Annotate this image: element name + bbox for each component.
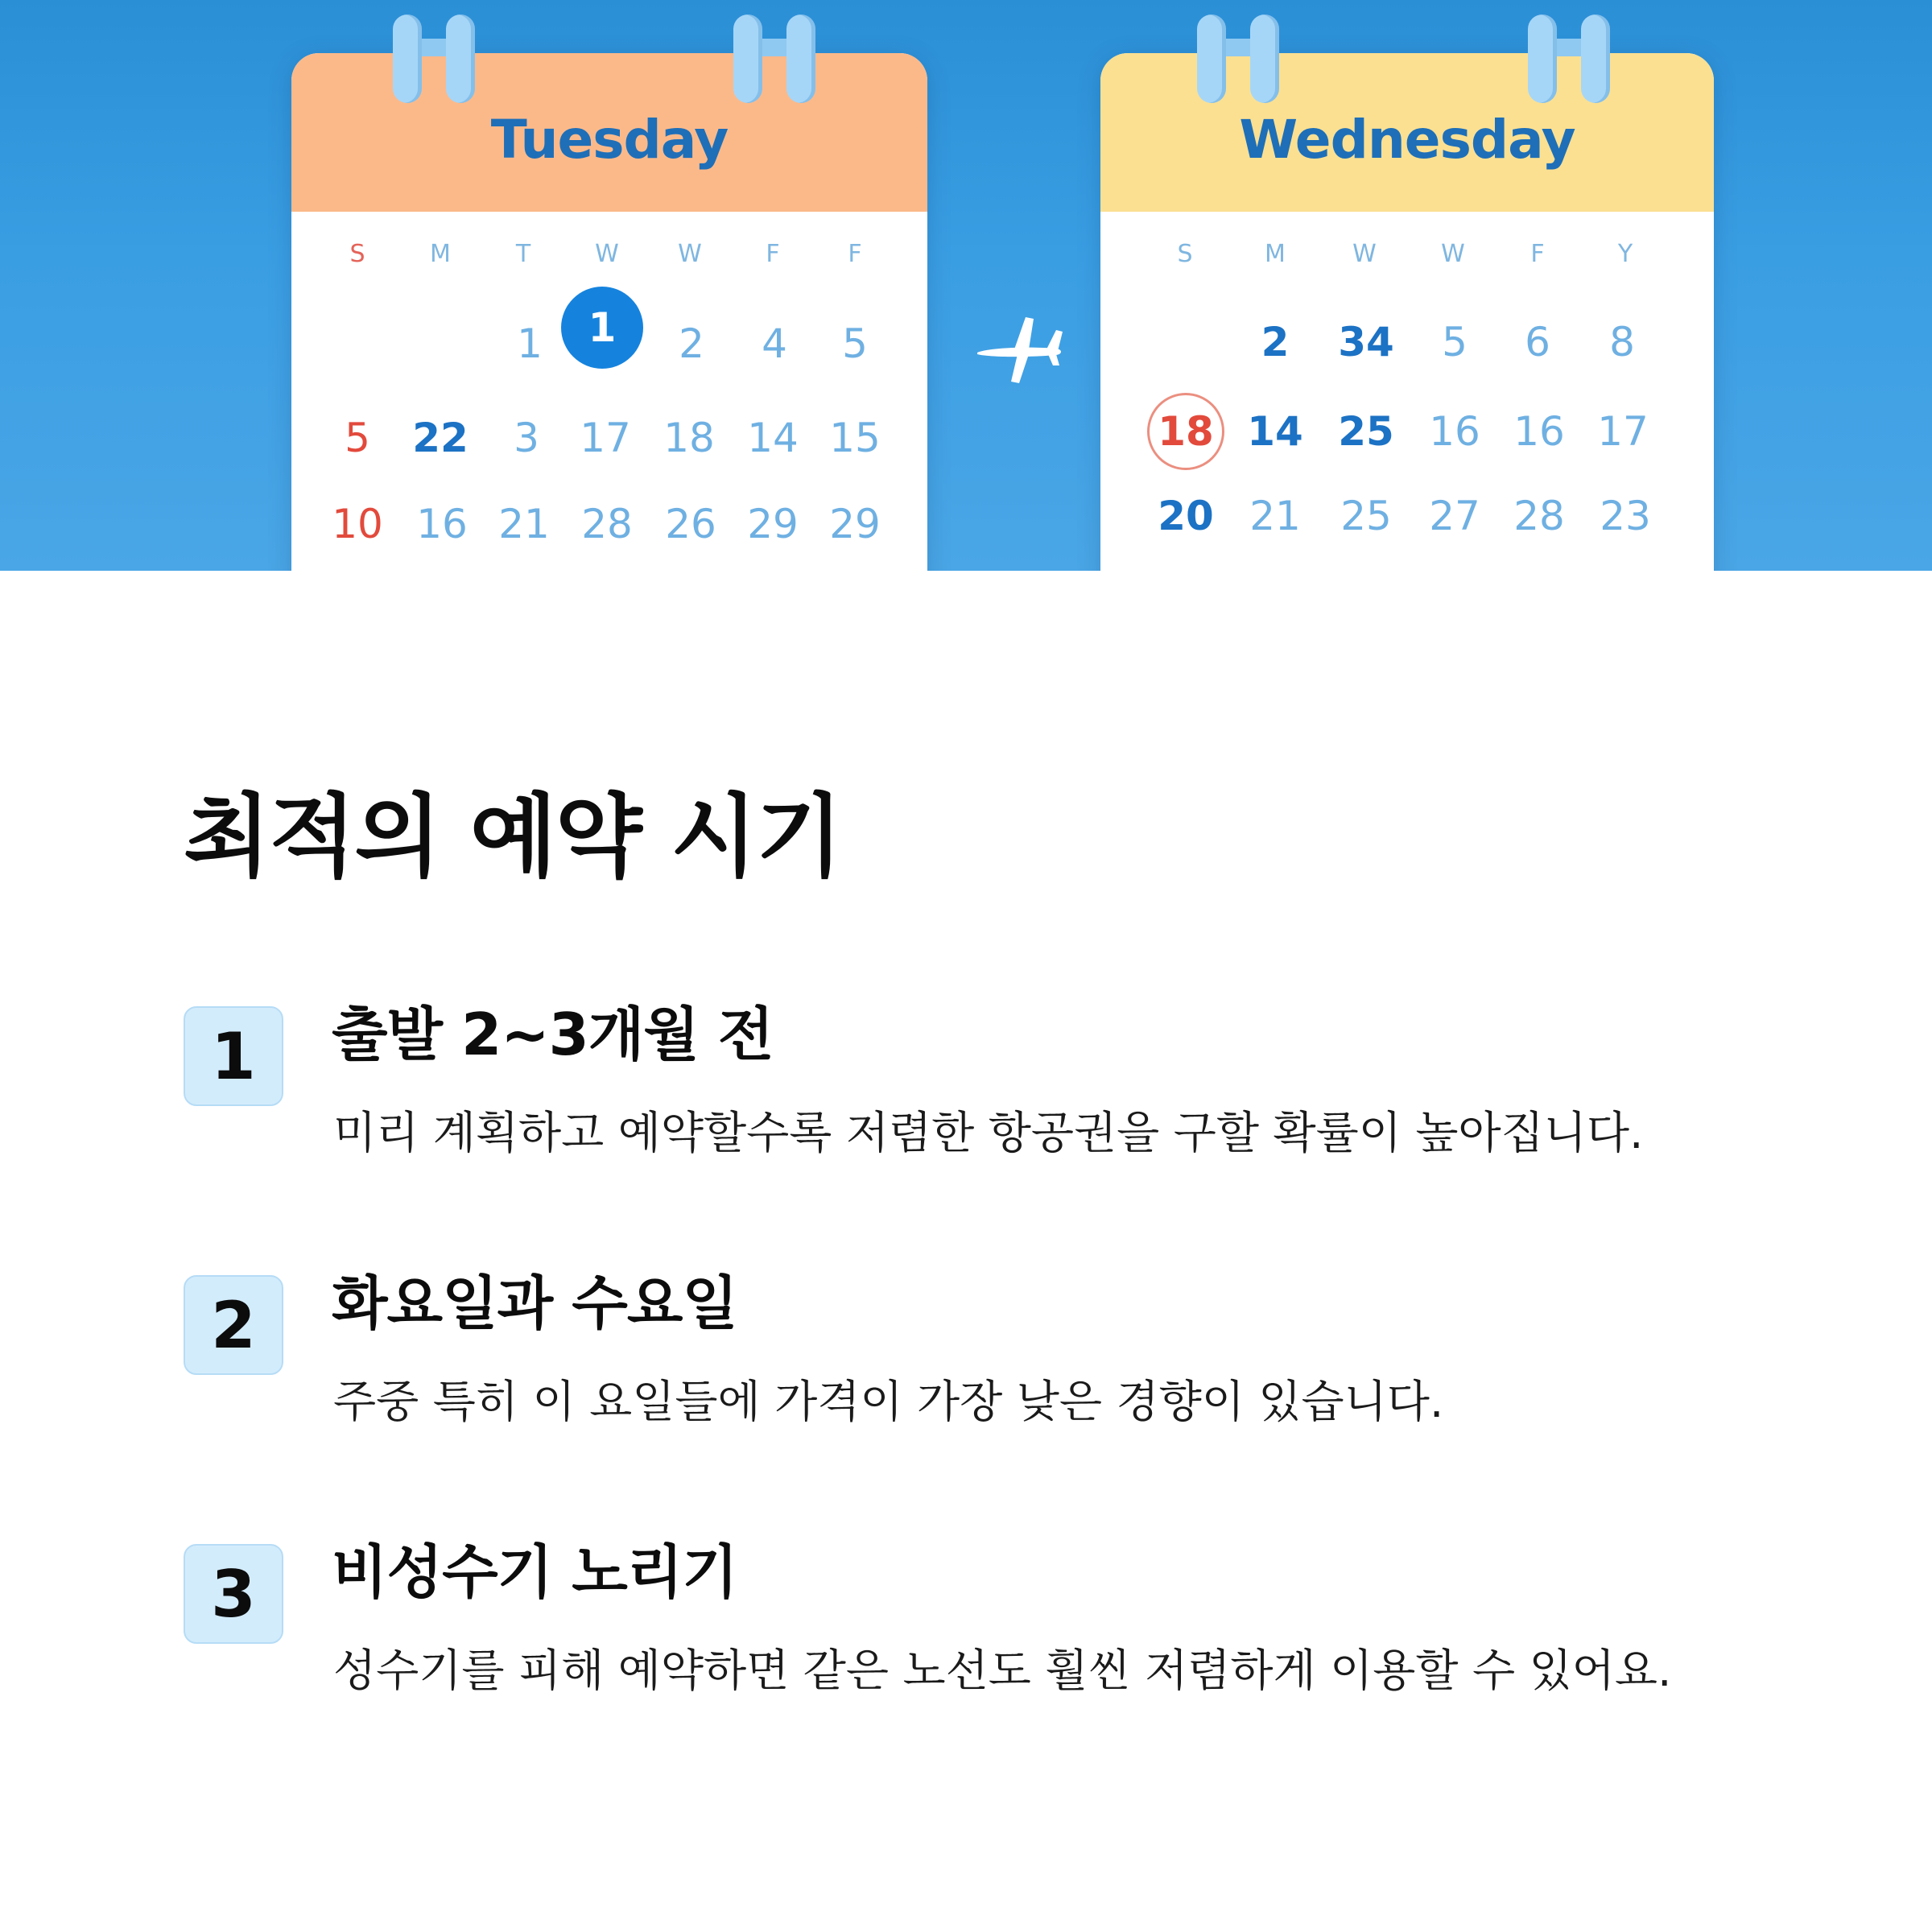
weekday-label: M [430,240,451,268]
binder-ring-icon [1197,14,1287,103]
calendar-date: 17 [580,415,631,461]
calendar-date: 10 [332,501,383,547]
tip-item-2 [184,1269,1713,1468]
calendar-title: Tuesday [490,109,729,171]
calendar-date: 26 [665,501,716,547]
weekday-label: T [515,240,531,268]
calendar-date: 21 [498,501,550,547]
calendar-date: 20 [1158,493,1214,539]
calendar-header [291,53,927,212]
weekday-label: W [595,240,619,268]
calendar-date: 8 [1609,319,1635,365]
tip-description: 미리 계획하고 예약할수록 저렴한 항공권을 구할 확률이 높아집니다. [333,1107,1644,1158]
calendar-date: 3 [514,415,539,461]
calendar-date: 34 [1338,319,1394,365]
calendar-date: 17 [1597,408,1649,455]
calendar-date-selected: 1 [561,287,643,369]
calendar-date: 22 [412,415,469,461]
calendar-date: 28 [1513,493,1565,539]
calendar-date: 6 [1525,319,1550,365]
calendar-date: 15 [829,415,881,461]
binder-ring-icon [393,14,483,103]
calendar-date: 21 [1249,493,1301,539]
calendar-date: 2 [1261,319,1290,365]
calendar-date: 29 [829,501,881,547]
hero-banner [0,0,1932,571]
weekday-label: W [1352,240,1377,268]
calendar-header [1100,53,1714,212]
weekday-label: M [1265,240,1286,268]
calendar-date: 25 [1340,493,1392,539]
tip-title: 화요일과 수요일 [332,1269,737,1337]
binder-ring-icon [733,14,824,103]
calendar-date: 28 [581,501,633,547]
calendar-date: 5 [345,415,370,461]
binder-ring-icon [1528,14,1618,103]
calendar-date: 4 [762,320,787,367]
page-title: 최적의 예약 시기 [184,785,842,890]
calendar-date: 25 [1338,408,1394,455]
tip-number-badge: 3 [184,1544,283,1644]
calendar-date: 5 [842,320,868,367]
weekday-label: S [1177,240,1193,268]
weekday-label: Y [1617,240,1633,268]
calendar-date: 5 [1442,319,1468,365]
calendar-date: 16 [416,501,468,547]
weekday-label: F [766,240,780,268]
calendar-date: 14 [747,415,799,461]
airplane-icon [972,312,1066,386]
weekday-label: W [1441,240,1465,268]
calendar-date: 18 [663,415,715,461]
calendar-date: 14 [1247,408,1303,455]
tip-item-1 [184,1001,1713,1199]
weekday-label: F [1530,240,1545,268]
weekday-label: S [349,240,365,268]
weekday-label: W [678,240,702,268]
calendar-date: 29 [747,501,799,547]
tip-description: 성수기를 피해 예약하면 같은 노선도 훨씬 저렴하게 이용할 수 있어요. [333,1645,1672,1696]
calendar-wednesday [1100,53,1714,571]
weekday-label: F [848,240,862,268]
calendar-date: 27 [1429,493,1480,539]
tip-number-badge: 2 [184,1275,283,1375]
calendar-date: 2 [679,320,704,367]
calendar-date-highlighted: 18 [1147,393,1224,470]
tip-description: 주중 특히 이 요일들에 가격이 가장 낮은 경향이 있습니다. [333,1376,1444,1427]
calendar-tuesday [291,53,927,571]
tip-title: 비성수기 노리기 [332,1538,737,1606]
calendar-date: 16 [1429,408,1480,455]
tip-item-3 [184,1538,1713,1737]
calendar-title: Wednesday [1239,109,1575,171]
calendar-date: 1 [517,320,543,367]
calendar-date: 23 [1600,493,1651,539]
calendar-date: 16 [1513,408,1565,455]
tip-number-badge: 1 [184,1006,283,1106]
tip-title: 출발 2~3개월 전 [332,1001,774,1068]
